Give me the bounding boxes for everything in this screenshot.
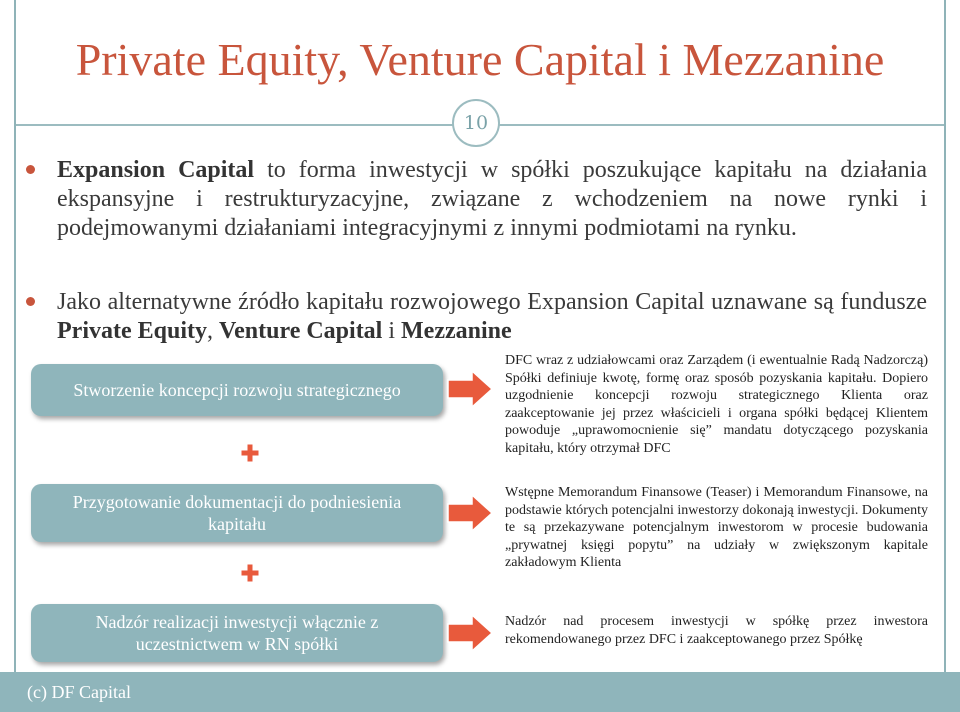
bullet-bold-private-equity: Private Equity [57, 318, 207, 344]
bullet-bold-venture-capital: Venture Capital [219, 318, 383, 344]
footer-copyright: (c) DF Capital [27, 682, 131, 702]
page-number: 10 [452, 99, 500, 147]
bullet-text: to forma inwestycji w spółki poszukujące kapitału na działania ekspansyjne i restrukturyzacyjne, związane z wchodzeniem na nowe rynki i podejmowanymi działaniami integracyjnymi z innymi podmiotami na rynku. [57, 157, 927, 241]
slide-title: Private Equity, Venture Capital i Mezzanine [75, 34, 885, 85]
step-box-documentation: Przygotowanie dokumentacji do podniesienia kapitału [31, 484, 443, 542]
bullet-text: Jako alternatywne źródło kapitału rozwojowego Expansion Capital uznawane są fundusze [57, 289, 927, 315]
bullet-alternative-source [57, 288, 927, 346]
plus-icon [240, 443, 260, 463]
bullet-dot-icon [26, 297, 35, 306]
bullet-dot-icon [26, 165, 35, 174]
step-description-supervision: Nadzór nad procesem inwestycji w spółkę przez inwestora rekomendowanego przez DFC i zaakceptowanego przez Spółkę [505, 614, 928, 647]
step-box-strategy: Stworzenie koncepcji rozwoju strategicznego [31, 364, 443, 416]
footer-bar [0, 672, 960, 712]
plus-icon [240, 563, 260, 583]
bullet-bold-mezzanine: Mezzanine [401, 318, 512, 344]
bullet-separator: , [207, 318, 219, 344]
step-box-supervision: Nadzór realizacji inwestycji włącznie z uczestnictwem w RN spółki [31, 604, 443, 662]
right-arrow-icon [446, 369, 494, 409]
slide-border-right [944, 0, 946, 672]
step-description-strategy: DFC wraz z udziałowcami oraz Zarządem (i ewentualnie Radą Nadzorczą) Spółki definiuje kwotę, formę oraz sposób pozyskania kapitału. Dopiero uzgodnienie koncepcji rozwoju strategicznego Klienta oraz zaakceptowanie jej przez właścicieli i organa spółki będącej Klientem powoduje „uprawomocnienie się” mandatu dotyczącego pozyskania kapitału, który otrzymał DFC [505, 353, 928, 456]
right-arrow-icon [446, 493, 494, 533]
slide-border-left [14, 0, 16, 672]
step-description-documentation: Wstępne Memorandum Finansowe (Teaser) i Memorandum Finansowe, na podstawie których potencjalni inwestorzy dokonają inwestycji. Dokumenty te są przekazywane potencjalnym inwestorom w procesie budowania „prywatnej księgi popytu” na udziały w zwiększonym kapitale zakładowym Klienta [505, 485, 928, 571]
right-arrow-icon [446, 613, 494, 653]
bullet-expansion-capital [57, 156, 927, 243]
bullet-bold-term: Expansion Capital [57, 157, 255, 183]
bullet-separator: i [382, 318, 402, 344]
